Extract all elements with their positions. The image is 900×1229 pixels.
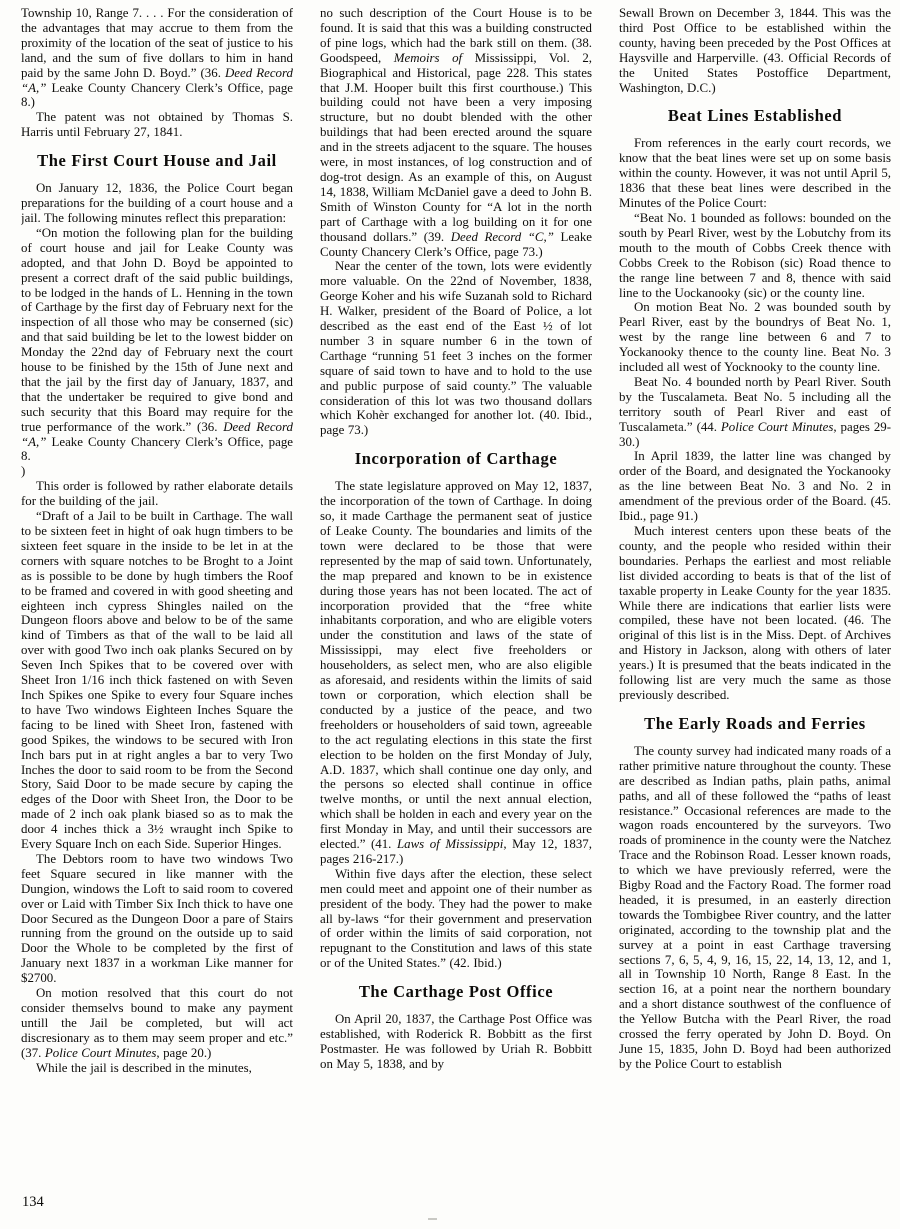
text-column-right: [619, 6, 891, 1210]
paragraph: This order is followed by rather elaborate details for the building of the jail.: [21, 479, 293, 509]
paragraph: On motion resolved that this court do not consider themselvs bound to make any payment untill the Jail be completed, but will act discresionary as to them may seem proper and etc.” (37. Police Court Minutes, page 20.): [21, 986, 293, 1060]
page-number: 134: [22, 1194, 44, 1210]
section-heading: The First Court House and Jail: [37, 151, 277, 171]
section-heading: Incorporation of Carthage: [354, 449, 558, 469]
paragraph: “Draft of a Jail to be built in Carthage. The wall to be sixteen feet in hight of oak hugn timbers to be sixteen feet square in the inside to be let in at the corners with square notches to be Broght to a Joint as is possible to be done by hugh timbers the Roof to be framed and covered in with good sheeting and eighteen inch cypress Shingles nailed on the Dungeon floors above and below to be of the same kind of Timbers as that of the wall to be laid all over with good Two inch oak planks Secured on by Seven Inch Spikes that to be covered over with Sheet Iron 1/16 inch thick fastened on with Seven Inch Spikes one Spike to every four Square inches to have Two windows Eighteen Inches Square the facing to be lined with Sheet Iron, fastened with good Spikes, the windows to be secured with Iron Inch bars put in at right angles a bar to very Two Inches the door to said room to be from the Second Story, Said Door to be made secure by caping the edges of the Door with Sheet Iron, the Door to be made of 2 inch oak plank biased so as to mak the door 4 inches thick a 3½ wraught inch Spike to Every Square Inch on each Side. Superior Hinges.: [21, 509, 293, 852]
section-heading: Beat Lines Established: [667, 106, 843, 126]
paragraph: On April 20, 1837, the Carthage Post Office was established, with Roderick R. Bobbitt as the first Postmaster. He was followed by Uriah R. Bobbitt on May 5, 1838, and by: [320, 1012, 592, 1071]
paragraph: Near the center of the town, lots were evidently more valuable. On the 22nd of November, 1838, George Koher and his wife Suzanah sold to Richard H. Walker, president of the Board of Police, a lot described as the east end of the East ½ of lot number 3 in square number 6 in the town of Carthage “running 51 feet 3 inches on the former square of said town to have and to hold to the use and public purpose of said county.” The valuable consideration of this lot was two thousand dollars which Kohèr exchanged for another lot. (40. Ibid., page 73.): [320, 259, 592, 438]
paragraph: Sewall Brown on December 3, 1844. This was the third Post Office to be established within the county, having been preceded by the Post Offices at Haysville and Harperville. (43. Official Records of the United States Postoffice Department, Washington, D.C.): [619, 6, 891, 95]
paragraph: “On motion the following plan for the building of court house and jail for Leake County was adopted, and that John D. Boyd be appointed to present a correct draft of the said public buildings, to be lodged in the hands of L. Henning in the town of Carthage by the first day of February next for the inspection of all those who may be conserned (sic) and that said building be let to the lowest bidder on Monday the 22nd day of February next the court house to be finished by the 15th of June next and that the jail by the first day of January, 1837, and that the undertaker be required to give bond and such security that this Board may require for the true performance of the work.” (36. Deed Record “A,” Leake County Chancery Clerk’s Office, page 8.: [21, 225, 293, 464]
paragraph: Within five days after the election, these select men could meet and appoint one of their number as president of the body. They had the power to make all by-laws “for their government and preservation of order within the limits of said corporation, not repugnant to the Constitution and laws of this state or of the United States.” (42. Ibid.): [320, 866, 592, 971]
paragraph: While the jail is described in the minutes,: [36, 1060, 252, 1075]
text-line: ): [21, 464, 26, 479]
paragraph: no such description of the Court House is to be found. It is said that this was a building constructed of pine logs, which had the bark still on them. (38. Goodspeed, Memoirs of Mississippi, Vol. 2, Biographical and Historical, page 228. This states that J.M. Hooper built this first courthouse.) This building could not have been a very imposing structure, but no doubt blended with the other buildings that had been erected around the square and in the streets adjacent to the square. The houses were, in most instances, of log construction and of dog-trot design. As an example of this, on August 14, 1838, William McDaniel gave a deed to John B. Smith of Winston County for “A lot in the north part of Carthage with a log building on it for one thousand dollars.” (39. Deed Record “C,” Leake County Chancery Clerk’s Office, page 73.): [320, 6, 592, 259]
section-heading: The Carthage Post Office: [358, 982, 554, 1002]
paragraph: On motion Beat No. 2 was bounded south by Pearl River, east by the boundrys of Beat No. 1, west by the range line between 6 and 7 to Yockanooky thence to the county line. Beat No. 3 included all west of Yocknooky to the county line.: [619, 300, 891, 375]
paragraph: Much interest centers upon these beats of the county, and the people who resided within their boundaries. Perhaps the earliest and most reliable list divided according to beats is that of the list of taxable property in Leake County for the year 1835. While there are indications that earlier lists were compiled, these have not been located. (46. The original of this list is in the Miss. Dept. of Archives and History in Jackson, along with others of later years.) It is presumed that the beats indicated in the following list are very much the same as those previously described.: [619, 524, 891, 702]
paragraph: In April 1839, the latter line was changed by order of the Board, and designated the Yockanooky as the line between Beat No. 3 and No. 2 in amendment of the previous order of the Board. (45. Ibid., page 91.): [619, 449, 891, 524]
paragraph: On January 12, 1836, the Police Court began preparations for the building of a court house and a jail. The following minutes reflect this preparation:: [21, 181, 293, 225]
text-column-center: [320, 6, 592, 1210]
paragraph: Beat No. 4 bounded north by Pearl River. South by the Tuscalameta. Beat No. 5 including all the territory south of Pearl River and east of Tuscalameta.” (44. Police Court Minutes, pages 29-30.): [619, 374, 891, 449]
text-column-left: [21, 6, 293, 1210]
paragraph: The Debtors room to have two windows Two feet Square secured in like manner with the Dungion, windows the Loft to said room to covered over or Laid with Timber Six Inch thick to have one Door Secured as the Dungeon Door a pare of Stairs running from the ground on the outside up to said Door the Whole to be completed by the first of January next 1837 in a workman Like manner for $2700.: [21, 851, 293, 986]
paragraph: From references in the early court records, we know that the beat lines were set up on some basis within the county. However, it was not until April 5, 1836 that these beat lines were described in the Minutes of the Police Court:: [619, 136, 891, 211]
paragraph: The state legislature approved on May 12, 1837, the incorporation of the town of Carthage. In doing so, it made Carthage the permanent seat of justice of Leake County. The boundaries and limits of the town were declared to be those that were represented by the map of said town. Unfortunately, the map prepared and known to be in existence during those years has not been located. The act of incorporation provided that the “free white inhabitants corporation, and who are eligible voters under the constitution and laws of the state of Mississippi, may elect five freeholders or householders, as select men, who are also eligible as aforesaid, and residents within the limits of said town or corporation, which election shall be conducted by a justice of the peace, and two freeholders or householders of said town, agreeable to the act regulating elections in this state the first election to be holden on the first Monday of July, A.D. 1837, which shall continue one day only, and the persons so elected shall continue in office twelve months, or until the next annual election, which shall be holden in each and every year on the first Monday in May, and until their successors are elected.” (41. Laws of Mississippi, May 12, 1837, pages 216-217.): [320, 479, 592, 866]
paragraph: Township 10, Range 7. . . . For the consideration of the advantages that may accrue to them from the proximity of the location of the seat of justice to his land, and the sum of five dollars to him in hand paid by the same John D. Boyd.” (36. Deed Record “A,” Leake County Chancery Clerk’s Office, page 8.): [21, 6, 293, 110]
paragraph: The patent was not obtained by Thomas S. Harris until February 27, 1841.: [21, 110, 293, 140]
section-heading: The Early Roads and Ferries: [644, 713, 866, 733]
paragraph: “Beat No. 1 bounded as follows: bounded on the south by Pearl River, west by the Lobutchy from its mouth to the mouth of Cobbs Creek thence with Cobbs Creek to the Robison (sic) Road thence to the range line between 7 and 8, thence with said line to the Uockanooky (sic) or the county line.: [619, 210, 891, 300]
text-columns: [21, 6, 891, 1210]
paragraph: The county survey had indicated many roads of a rather primitive nature throughout the county. These are described as Indian paths, plain paths, animal paths, and all of these followed the “paths of least resistance.” Occasional references are made to the wagon roads encountered by the surveyors. Two roads of prominence in the county were the Natchez Trace and the Robinson Road. Lesser known roads, to which we have previously referred, were the Bigby Road and the Factory Road. The former road headed, it is presumed, in an easterly direction towards the Tombigbee River country, and the latter originated, according to the township plat and the survey at a point in east Carthage traversing sections 7, 6, 5, 4, 9, 16, 15, 22, 14, 13, 12, and 1, all in Township 10 North, Range 8 East. In the section 16, at a point near the northern boundary and a short distance southwest of the confluence of the Yellow Butcha with the Pearl River, the road crossed the ferry operated by John D. Boyd. On June 15, 1835, John D. Boyd had been authorized by the Police Court to establish: [619, 743, 891, 1071]
scan-artifact-mark: [428, 1218, 437, 1220]
